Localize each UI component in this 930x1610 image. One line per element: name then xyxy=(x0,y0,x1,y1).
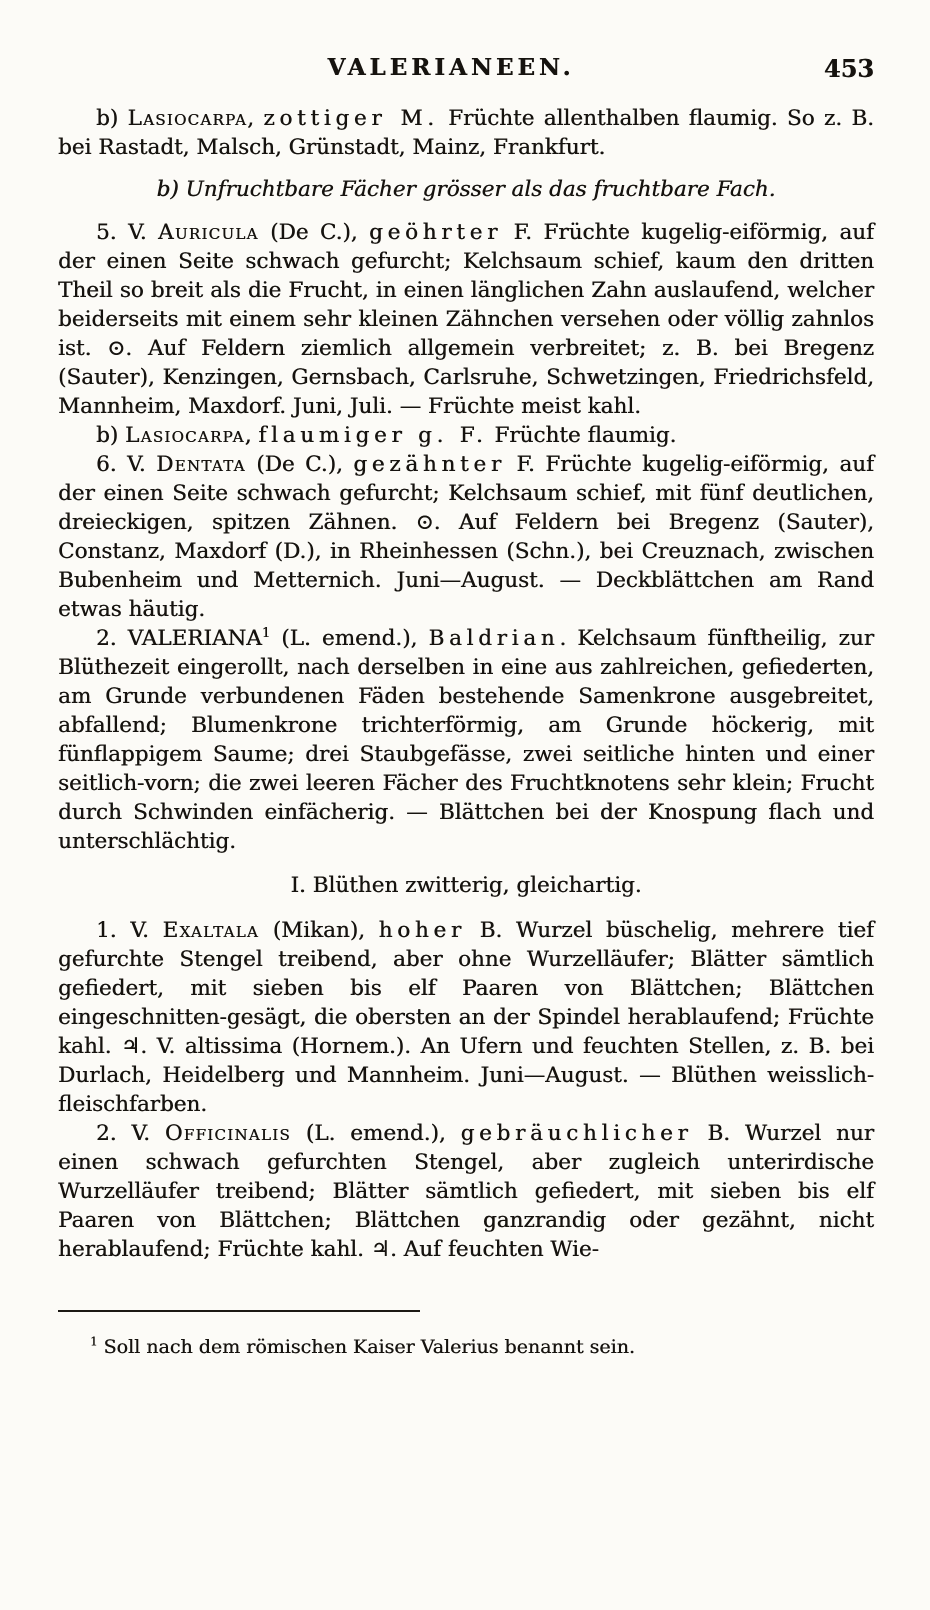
text-run: ( xyxy=(259,918,282,943)
text-run: hoher xyxy=(378,918,466,943)
text-run: 6. V. xyxy=(96,452,157,477)
text-run: ), xyxy=(430,1121,461,1146)
text-run: ( xyxy=(258,220,279,245)
paragraph-body xyxy=(58,450,874,624)
paragraph-body xyxy=(58,104,874,162)
text-run: ), xyxy=(349,918,379,943)
text-run: B. Wurzel büschelig, mehrere tief gefurchte Stengel treibend, aber ohne Wurzelläufer; Blätter sämtlich gefiedert, mit sieben bis elf Paaren von Blättchen; Blättchen eingeschnitten-gesägt, die obersten an der Spindel herablaufend; Früchte kahl. ♃. xyxy=(58,918,874,1059)
text-run: Sauter xyxy=(66,365,140,390)
paragraph-body xyxy=(58,624,874,856)
text-run: Baldrian xyxy=(428,626,560,651)
text-run: Hornem. xyxy=(300,1034,396,1059)
text-run: ( xyxy=(290,1121,315,1146)
page-body xyxy=(58,104,874,1264)
footnote-marker: 1 xyxy=(261,625,271,641)
text-run: De C. xyxy=(278,220,343,245)
text-run: ), xyxy=(402,626,429,651)
paragraph-centered xyxy=(58,871,874,900)
footnote xyxy=(58,1334,874,1360)
text-run: ( xyxy=(282,1034,300,1059)
text-run: zottiger M. xyxy=(263,106,439,131)
paragraph-subheading xyxy=(58,175,874,204)
text-run: 5. V. xyxy=(96,220,158,245)
text-run: gezähnter xyxy=(353,452,506,477)
paragraph-body xyxy=(58,218,874,421)
text-run: Officinalis xyxy=(164,1121,291,1146)
footnote-separator xyxy=(58,1310,420,1312)
text-run: Früchte allenthalben flaumig. So z. B. bei Rastadt, Malsch, Grünstadt, Mainz, Frankfurt. xyxy=(58,106,874,160)
page-number: 453 xyxy=(823,54,874,83)
text-run: ), bei Creuznach, zwischen Bubenheim und Metternich. Juni—August. — Deckblättchen am Rand etwas häutig. xyxy=(58,539,875,622)
text-run: Dentata xyxy=(156,452,246,477)
text-run: 1. V. xyxy=(96,918,163,943)
text-run: ( xyxy=(270,626,290,651)
text-run: Früchte flaumig. xyxy=(487,423,677,448)
text-run: , xyxy=(244,423,259,448)
text-run: . Kelchsaum fünftheilig, zur Blüthezeit eingerollt, nach derselben in eine aus zahlreichen, gefiederten, am Grunde verbundenen Fäden bestehende Samenkrone ausgebreitet, abfallend; Blumenkrone trichterförmig, am Grunde höckerig, mit fünflappigem Saume; drei Staubgefässe, zwei seitliche hinten und einer seitlich-vorn; die zwei leeren Fächer des Fruchtknotens sehr klein; Frucht durch Schwinden einfächerig. — Blättchen bei der Knospung flach und unterschlächtig. xyxy=(58,626,874,854)
paragraph-body xyxy=(58,916,874,1119)
text-run: F. Früchte kugelig-eiförmig, auf der einen Seite schwach gefurcht; Kelchsaum schief, mit fünf deutlichen, dreieckigen, spitzen Zähnen. ⊙. Auf Feldern bei Bregenz ( xyxy=(58,452,874,535)
text-run: b) Unfruchtbare Fächer grösser als das fruchtbare Fach. xyxy=(156,177,776,202)
text-run: b) xyxy=(96,106,128,131)
text-run: Lasiocarpa xyxy=(125,423,245,448)
text-run: I. Blüthen zwitterig, gleichartig. xyxy=(290,873,642,898)
paragraph-body xyxy=(58,421,874,450)
text-run: L. emend. xyxy=(314,1121,431,1146)
text-run: V. altissima xyxy=(156,1034,283,1059)
text-run: ), Constanz, Maxdorf ( xyxy=(58,510,874,564)
text-run: geöhrter xyxy=(369,220,503,245)
text-run: Auricula xyxy=(158,220,259,245)
text-run: 2. V. xyxy=(96,1121,165,1146)
text-run: ( xyxy=(245,452,265,477)
text-run: ). An Ufern und feuchten Stellen, z. B. bei Durlach, Heidelberg und Mannheim. Juni—August. — Blüthen weisslich-fleischfarben. xyxy=(58,1034,875,1117)
text-run: flaumiger g. F. xyxy=(258,423,488,448)
text-run: De C. xyxy=(264,452,328,477)
text-run: Soll nach dem römischen Kaiser Valerius benannt sein. xyxy=(97,1336,635,1358)
text-run: D. xyxy=(282,539,307,564)
text-run: , xyxy=(247,106,264,131)
text-run: ), xyxy=(327,452,354,477)
text-run: Schn. xyxy=(514,539,576,564)
text-run: L. emend. xyxy=(289,626,403,651)
text-run: Sauter xyxy=(785,510,859,535)
page-header xyxy=(58,54,874,92)
text-run: ), in Rheinhessen ( xyxy=(306,539,515,564)
text-run: ), xyxy=(342,220,370,245)
text-run: Lasiocarpa xyxy=(127,106,248,131)
footnote-marker: 1 xyxy=(90,1334,98,1349)
text-run: b) xyxy=(96,423,125,448)
text-run: F. Früchte kugelig-eiförmig, auf der einen Seite schwach gefurcht; Kelchsaum schief, kaum den dritten Theil so breit als die Frucht, in einen länglichen Zahn auslaufend, welcher beiderseits mit einem sehr kleinen Zähnchen versehen oder völlig zahnlos ist. ⊙. Auf Feldern ziemlich allgemein verbreitet; z. B. bei Bregenz ( xyxy=(58,220,874,390)
text-run: Mikan xyxy=(281,918,350,943)
text-run: gebräuchlicher xyxy=(460,1121,693,1146)
text-run: ), Kenzingen, Gernsbach, Carlsruhe, Schwetzingen, Friedrichsfeld, Mannheim, Maxdorf. Juni, Juli. — Früchte meist kahl. xyxy=(58,365,874,419)
text-run: Exaltala xyxy=(162,918,260,943)
text-run: 2. VALERIANA xyxy=(96,626,262,651)
text-run: B. Wurzel nur einen schwach gefurchten Stengel, aber zugleich unterirdische Wurzelläufer treibend; Blätter sämtlich gefiedert, mit sieben bis elf Paaren von Blättchen; Blättchen ganzrandig oder gezähnt, nicht herablaufend; Früchte kahl. ♃. Auf feuchten Wie- xyxy=(58,1121,874,1262)
running-title: VALERIANEEN. xyxy=(327,54,575,81)
paragraph-body xyxy=(58,1119,874,1264)
